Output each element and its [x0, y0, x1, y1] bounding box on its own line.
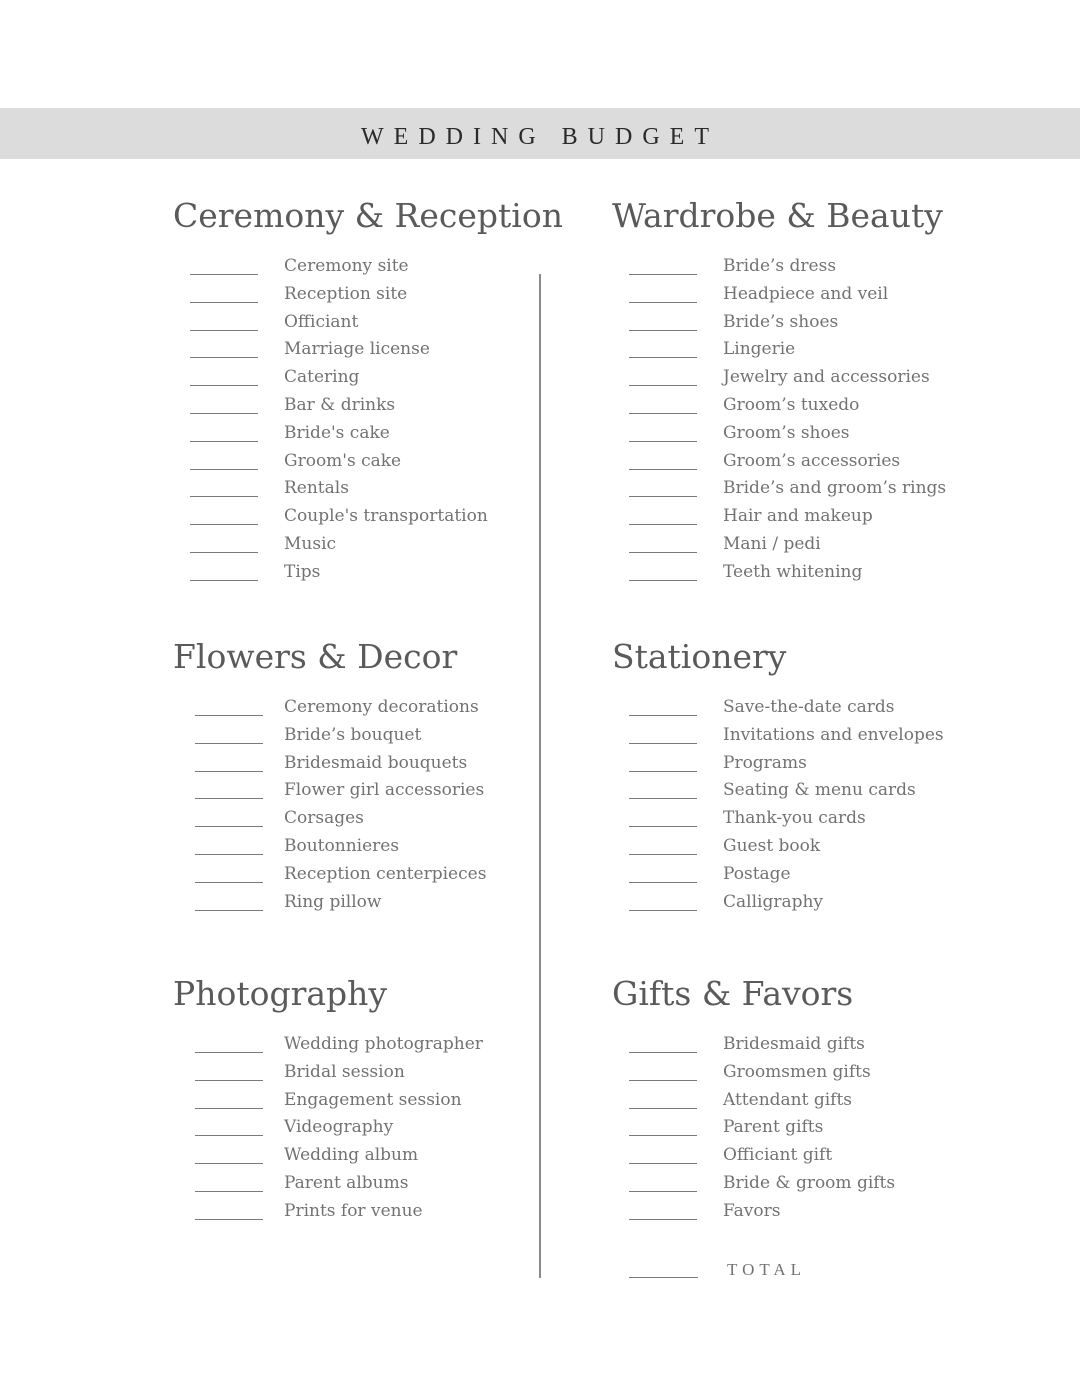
- item-list: [612, 254, 947, 588]
- amount-blank-line[interactable]: [195, 715, 263, 716]
- list-item: [612, 862, 791, 890]
- amount-blank-line[interactable]: [629, 743, 697, 744]
- list-item: [173, 476, 563, 504]
- amount-blank-line[interactable]: [190, 357, 258, 358]
- list-item: [612, 1032, 865, 1060]
- list-item: [173, 806, 457, 834]
- list-item: [612, 751, 807, 779]
- amount-blank-line[interactable]: [629, 1219, 697, 1220]
- list-item: [173, 393, 563, 421]
- item-list: [173, 695, 487, 917]
- list-item: [173, 365, 563, 393]
- amount-blank-line[interactable]: [190, 469, 258, 470]
- item-label: Groom’s shoes: [723, 422, 850, 443]
- amount-blank-line[interactable]: [629, 524, 697, 525]
- budget-section: [173, 637, 487, 917]
- list-item: [173, 1143, 419, 1171]
- list-item: [173, 695, 479, 723]
- amount-blank-line[interactable]: [629, 1191, 697, 1192]
- page-title: WEDDING BUDGET: [361, 124, 719, 150]
- list-item: [612, 695, 895, 723]
- amount-blank-line[interactable]: [629, 1052, 697, 1053]
- amount-blank-line[interactable]: [195, 743, 263, 744]
- amount-blank-line[interactable]: [629, 496, 697, 497]
- list-item: [612, 1060, 871, 1088]
- list-item: [173, 890, 457, 918]
- item-label: Groom's cake: [284, 450, 402, 471]
- total-label: TOTAL: [727, 1260, 807, 1279]
- section-heading: Gifts & Favors: [612, 974, 854, 1013]
- item-label: Bride's cake: [284, 422, 390, 443]
- item-label: Groom’s accessories: [723, 450, 901, 471]
- list-item: [612, 806, 866, 834]
- total-blank-line[interactable]: [629, 1277, 698, 1278]
- item-label: Officiant gift: [723, 1145, 833, 1166]
- list-item: [612, 421, 943, 449]
- amount-blank-line[interactable]: [190, 302, 258, 303]
- amount-blank-line[interactable]: [629, 302, 697, 303]
- item-list: [173, 254, 563, 588]
- item-label: Ring pillow: [284, 891, 382, 912]
- list-item: [173, 532, 563, 560]
- item-label: Invitations and envelopes: [723, 724, 944, 745]
- list-item: [173, 1032, 483, 1060]
- item-label: Bride’s shoes: [723, 311, 839, 332]
- item-label: Bridal session: [284, 1061, 405, 1082]
- amount-blank-line[interactable]: [190, 385, 258, 386]
- list-item: [173, 337, 563, 365]
- item-label: Teeth whitening: [723, 561, 863, 582]
- item-label: Parent gifts: [723, 1117, 824, 1138]
- section-heading: Wardrobe & Beauty: [612, 196, 943, 235]
- list-item: [612, 1143, 853, 1171]
- amount-blank-line[interactable]: [629, 910, 697, 911]
- item-label: Bar & drinks: [284, 394, 396, 415]
- item-label: Tips: [284, 561, 321, 582]
- amount-blank-line[interactable]: [195, 854, 263, 855]
- amount-blank-line[interactable]: [190, 274, 258, 275]
- item-label: Reception site: [284, 283, 408, 304]
- amount-blank-line[interactable]: [629, 882, 697, 883]
- item-label: Boutonnieres: [284, 835, 400, 856]
- list-item: [173, 560, 563, 588]
- amount-blank-line[interactable]: [629, 441, 697, 442]
- item-label: Corsages: [284, 808, 364, 829]
- list-item: [612, 1171, 896, 1199]
- item-label: Jewelry and accessories: [723, 367, 930, 388]
- item-label: Bride’s bouquet: [284, 724, 422, 745]
- amount-blank-line[interactable]: [195, 910, 263, 911]
- amount-blank-line[interactable]: [629, 1080, 697, 1081]
- list-item: [612, 504, 943, 532]
- item-label: Lingerie: [723, 339, 796, 360]
- item-label: Parent albums: [284, 1172, 409, 1193]
- amount-blank-line[interactable]: [190, 552, 258, 553]
- list-item: [173, 504, 563, 532]
- amount-blank-line[interactable]: [190, 496, 258, 497]
- amount-blank-line[interactable]: [190, 330, 258, 331]
- budget-section: [612, 974, 896, 1227]
- budget-section: [173, 196, 563, 588]
- list-item: [173, 254, 563, 282]
- amount-blank-line[interactable]: [195, 1052, 263, 1053]
- list-item: [612, 532, 943, 560]
- budget-section: [612, 196, 947, 588]
- list-item: [173, 282, 563, 310]
- item-label: Bride’s dress: [723, 256, 837, 276]
- list-item: [173, 310, 563, 338]
- amount-blank-line[interactable]: [190, 441, 258, 442]
- amount-blank-line[interactable]: [195, 1080, 263, 1081]
- list-item: [173, 834, 457, 862]
- list-item: [173, 1115, 394, 1143]
- item-label: Guest book: [723, 835, 821, 856]
- amount-blank-line[interactable]: [629, 469, 697, 470]
- list-item: [612, 834, 821, 862]
- amount-blank-line[interactable]: [190, 413, 258, 414]
- list-item: [173, 1060, 405, 1088]
- amount-blank-line[interactable]: [195, 1191, 263, 1192]
- item-label: Ceremony decorations: [284, 697, 479, 717]
- item-label: Bridesmaid gifts: [723, 1034, 865, 1054]
- list-item: [612, 890, 824, 918]
- amount-blank-line[interactable]: [195, 882, 263, 883]
- item-label: Videography: [284, 1117, 394, 1138]
- list-item: [612, 254, 943, 282]
- amount-blank-line[interactable]: [629, 1108, 697, 1109]
- list-item: [612, 365, 943, 393]
- item-label: Bridesmaid bouquets: [284, 752, 468, 773]
- item-list: [612, 695, 944, 917]
- item-label: Groom’s tuxedo: [723, 394, 860, 415]
- item-label: Catering: [284, 367, 360, 388]
- item-label: Music: [284, 533, 337, 554]
- list-item: [612, 282, 943, 310]
- item-label: Wedding album: [284, 1145, 419, 1166]
- item-list: [612, 1032, 896, 1227]
- list-item: [173, 1088, 462, 1116]
- item-label: Flower girl accessories: [284, 780, 485, 801]
- amount-blank-line[interactable]: [629, 330, 697, 331]
- item-label: Save-the-date cards: [723, 697, 895, 717]
- item-label: Reception centerpieces: [284, 863, 487, 884]
- item-label: Calligraphy: [723, 891, 824, 912]
- list-item: [173, 1199, 423, 1227]
- item-label: Mani / pedi: [723, 533, 821, 554]
- list-item: [173, 1171, 409, 1199]
- list-item: [612, 1115, 853, 1143]
- amount-blank-line[interactable]: [195, 1163, 263, 1164]
- list-item: [173, 421, 563, 449]
- amount-blank-line[interactable]: [629, 826, 697, 827]
- item-label: Seating & menu cards: [723, 780, 916, 801]
- amount-blank-line[interactable]: [195, 798, 263, 799]
- item-label: Couple's transportation: [284, 506, 488, 527]
- amount-blank-line[interactable]: [195, 826, 263, 827]
- item-label: Headpiece and veil: [723, 283, 889, 304]
- amount-blank-line[interactable]: [190, 524, 258, 525]
- list-item: [612, 778, 916, 806]
- amount-blank-line[interactable]: [195, 771, 263, 772]
- item-label: Marriage license: [284, 339, 430, 360]
- section-heading: Stationery: [612, 637, 787, 676]
- item-label: Postage: [723, 863, 791, 884]
- amount-blank-line[interactable]: [190, 580, 258, 581]
- list-item: [173, 723, 457, 751]
- amount-blank-line[interactable]: [629, 580, 697, 581]
- item-label: Engagement session: [284, 1089, 462, 1110]
- amount-blank-line[interactable]: [629, 798, 697, 799]
- item-label: Bride & groom gifts: [723, 1172, 896, 1193]
- item-label: Ceremony site: [284, 256, 409, 276]
- list-item: [612, 1088, 853, 1116]
- list-item: [612, 449, 943, 477]
- item-label: Attendant gifts: [723, 1089, 853, 1110]
- amount-blank-line[interactable]: [629, 854, 697, 855]
- item-label: Wedding photographer: [284, 1034, 483, 1054]
- list-item: [612, 337, 943, 365]
- amount-blank-line[interactable]: [195, 1108, 263, 1109]
- section-heading: Flowers & Decor: [173, 637, 458, 676]
- amount-blank-line[interactable]: [629, 771, 697, 772]
- budget-section: [612, 637, 944, 917]
- amount-blank-line[interactable]: [629, 413, 697, 414]
- item-label: Officiant: [284, 311, 359, 332]
- list-item: [612, 560, 943, 588]
- item-list: [173, 1032, 483, 1227]
- amount-blank-line[interactable]: [629, 1135, 697, 1136]
- section-heading: Photography: [173, 974, 388, 1013]
- list-item: [173, 778, 485, 806]
- section-heading: Ceremony & Reception: [173, 196, 563, 235]
- amount-blank-line[interactable]: [629, 552, 697, 553]
- list-item: [173, 751, 468, 779]
- item-label: Hair and makeup: [723, 506, 873, 527]
- item-label: Prints for venue: [284, 1200, 423, 1221]
- list-item: [612, 393, 943, 421]
- amount-blank-line[interactable]: [195, 1135, 263, 1136]
- item-label: Programs: [723, 752, 807, 773]
- amount-blank-line[interactable]: [195, 1219, 263, 1220]
- budget-section: [173, 974, 483, 1227]
- list-item: [612, 1199, 853, 1227]
- list-item: [173, 449, 563, 477]
- list-item: [612, 310, 943, 338]
- amount-blank-line[interactable]: [629, 715, 697, 716]
- item-label: Bride’s and groom’s rings: [723, 478, 947, 499]
- list-item: [612, 723, 944, 751]
- item-label: Groomsmen gifts: [723, 1061, 871, 1082]
- amount-blank-line[interactable]: [629, 385, 697, 386]
- list-item: [173, 862, 487, 890]
- amount-blank-line[interactable]: [629, 357, 697, 358]
- list-item: [612, 476, 947, 504]
- amount-blank-line[interactable]: [629, 1163, 697, 1164]
- item-label: Favors: [723, 1200, 781, 1221]
- amount-blank-line[interactable]: [629, 274, 697, 275]
- item-label: Thank-you cards: [723, 808, 866, 829]
- item-label: Rentals: [284, 478, 349, 499]
